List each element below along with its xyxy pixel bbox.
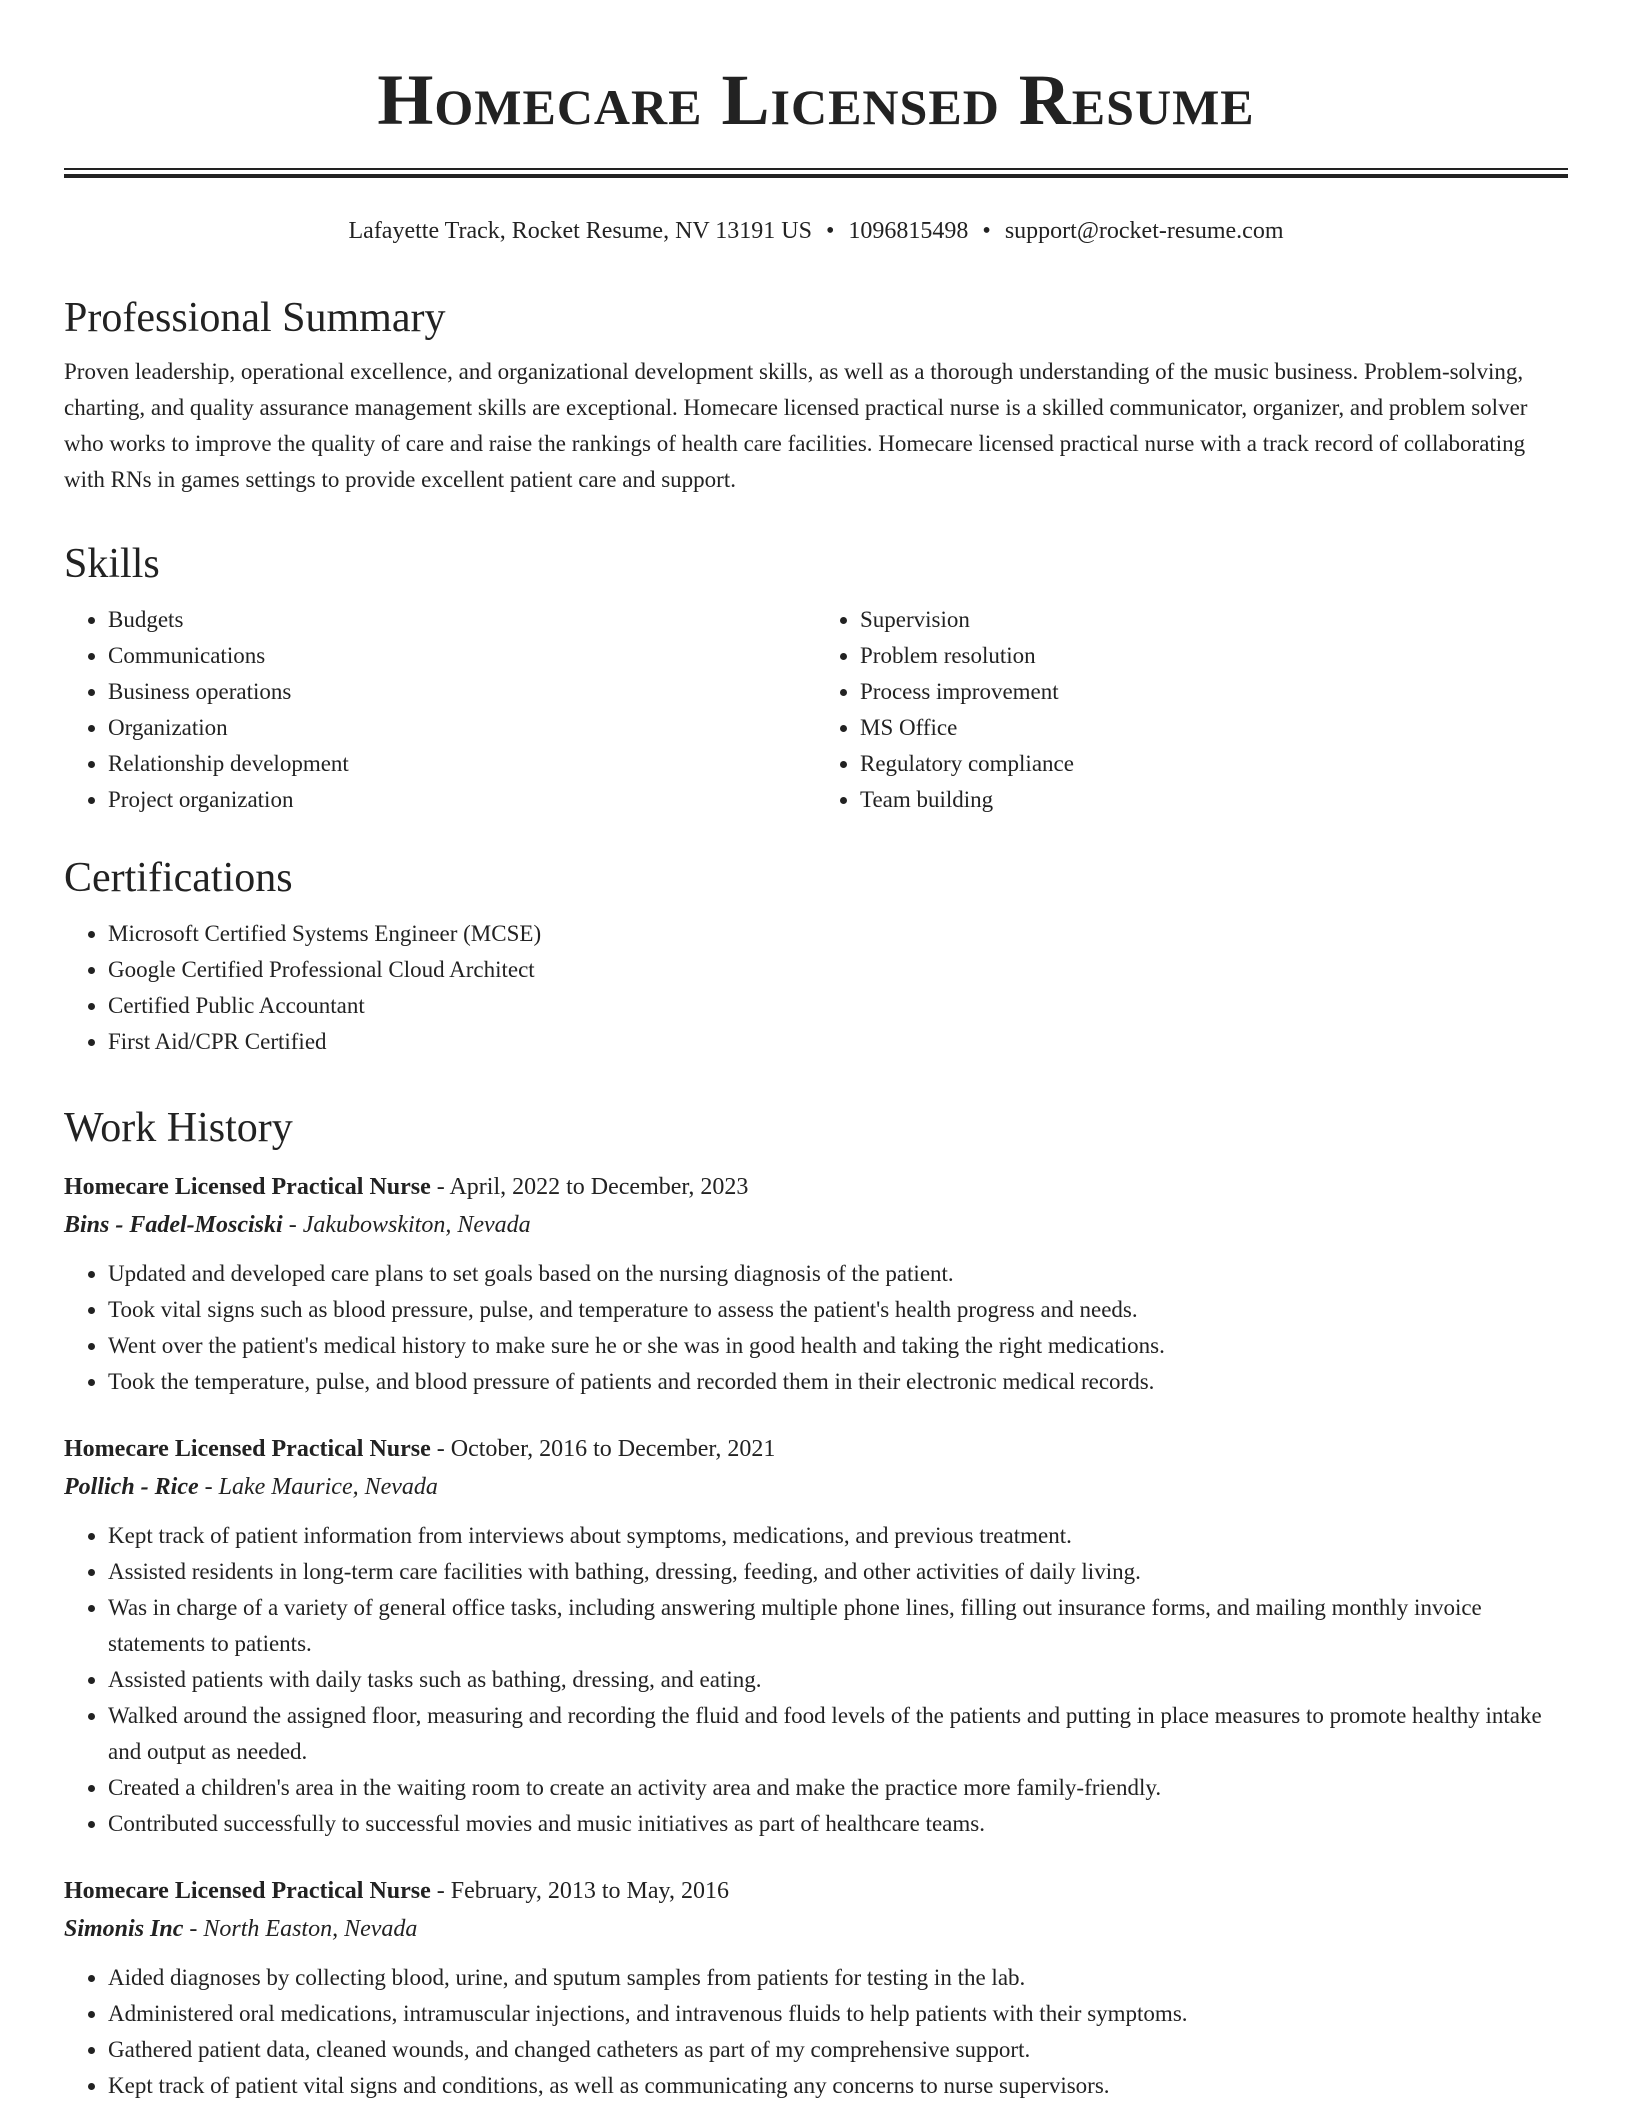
certification-item: • Certified Public Accountant	[108, 988, 1568, 1024]
job-bullet: • Walked around the assigned floor, measuring and recording the fluid and food levels of the patients and putting in place measures to promote healthy intake and output as needed.	[108, 1698, 1568, 1770]
job-bullet: • Kept track of patient vital signs and conditions, as well as communicating any concerns to nurse supervisors.	[108, 2068, 1568, 2104]
job-bullet: • Gathered patient data, cleaned wounds, and changed catheters as part of my comprehensive support.	[108, 2032, 1568, 2068]
certifications-heading: Certifications	[64, 855, 293, 901]
job-title-line: Homecare Licensed Practical Nurse - February, 2013 to May, 2016	[64, 1878, 729, 1904]
job-bullet: • Kept track of patient information from interviews about symptoms, medications, and previous treatment.	[108, 1518, 1568, 1554]
job-company: Pollich - Rice	[64, 1474, 199, 1500]
skill-item: • Budgets	[108, 602, 816, 638]
certifications-list	[64, 916, 1568, 1060]
certification-item: • Microsoft Certified Systems Engineer (MCSE)	[108, 916, 1568, 952]
skill-item: • Business operations	[108, 674, 816, 710]
summary-heading: Professional Summary	[64, 295, 446, 341]
work-history-heading: Work History	[64, 1105, 293, 1151]
job-bullet: • Took the temperature, pulse, and blood pressure of patients and recorded them in their electronic medical records.	[108, 1364, 1568, 1400]
job-bullet: • Created a children's area in the waiting room to create an activity area and make the practice more family-friendly.	[108, 1770, 1568, 1806]
job-bullets	[64, 1960, 1568, 2104]
job-title: Homecare Licensed Practical Nurse	[64, 1878, 431, 1904]
job-title: Homecare Licensed Practical Nurse	[64, 1174, 431, 1200]
job-location: Jakubowskiton, Nevada	[302, 1212, 531, 1238]
skills-columns	[64, 602, 1568, 818]
job-bullet: • Was in charge of a variety of general office tasks, including answering multiple phone lines, filling out insurance forms, and mailing monthly invoice statements to patients.	[108, 1590, 1568, 1662]
contact-line	[64, 214, 1568, 248]
skill-item: • Supervision	[860, 602, 1568, 638]
summary-section	[64, 292, 1568, 498]
skill-item: • Organization	[108, 710, 816, 746]
job-company-line: Pollich - Rice - Lake Maurice, Nevada	[64, 1474, 438, 1500]
job-bullet: • Contributed successfully to successful movies and music initiatives as part of healthcare teams.	[108, 1806, 1568, 1842]
skills-section	[64, 538, 1568, 818]
resume-title: Homecare Licensed Resume	[377, 60, 1255, 140]
job-company: Bins - Fadel-Mosciski	[64, 1212, 283, 1238]
job-entry	[64, 1430, 1568, 1842]
contact-separator: •	[982, 218, 991, 244]
certification-item: • Google Certified Professional Cloud Architect	[108, 952, 1568, 988]
job-title-line: Homecare Licensed Practical Nurse - October, 2016 to December, 2021	[64, 1436, 776, 1462]
contact-separator: •	[826, 218, 835, 244]
skills-list-right	[816, 602, 1568, 818]
job-bullet: • Went over the patient's medical history to make sure he or she was in good health and taking the right medications.	[108, 1328, 1568, 1364]
certification-item: • First Aid/CPR Certified	[108, 1024, 1568, 1060]
work-history-section	[64, 1102, 1568, 2104]
skill-item: • Project organization	[108, 782, 816, 818]
job-dates: April, 2022 to December, 2023	[449, 1174, 749, 1200]
skill-item: • Team building	[860, 782, 1568, 818]
job-title: Homecare Licensed Practical Nurse	[64, 1436, 431, 1462]
job-bullet: • Took vital signs such as blood pressure, pulse, and temperature to assess the patient's health progress and needs.	[108, 1292, 1568, 1328]
job-bullet: • Assisted residents in long-term care facilities with bathing, dressing, feeding, and other activities of daily living.	[108, 1554, 1568, 1590]
contact-email: support@rocket-resume.com	[1004, 218, 1284, 244]
job-entry	[64, 1872, 1568, 2104]
summary-text: Proven leadership, operational excellence, and organizational development skills, as well as a thorough understanding of the music business. Problem-solving, charting, and quality assurance management skills are exceptional. Homecare licensed practical nurse is a skilled communicator, organizer, and problem solver who works to improve the quality of care and raise the rankings of health care facilities. Homecare licensed practical nurse with a track record of collaborating with RNs in games settings to provide excellent patient care and support.	[64, 359, 1528, 492]
job-bullet: • Aided diagnoses by collecting blood, urine, and sputum samples from patients for testing in the lab.	[108, 1960, 1568, 1996]
skill-item: • Process improvement	[860, 674, 1568, 710]
job-bullet: • Administered oral medications, intramuscular injections, and intravenous fluids to help patients with their symptoms.	[108, 1996, 1568, 2032]
job-bullets	[64, 1256, 1568, 1400]
contact-address: Lafayette Track, Rocket Resume, NV 13191 US	[348, 218, 812, 244]
job-bullets	[64, 1518, 1568, 1842]
job-dates: October, 2016 to December, 2021	[450, 1436, 776, 1462]
job-location: North Easton, Nevada	[203, 1916, 418, 1942]
skill-item: • MS Office	[860, 710, 1568, 746]
job-location: Lake Maurice, Nevada	[218, 1474, 438, 1500]
job-bullet: • Assisted patients with daily tasks such as bathing, dressing, and eating.	[108, 1662, 1568, 1698]
certifications-section	[64, 852, 1568, 1060]
title-divider	[64, 168, 1568, 178]
job-bullet: • Updated and developed care plans to set goals based on the nursing diagnosis of the patient.	[108, 1256, 1568, 1292]
skill-item: • Regulatory compliance	[860, 746, 1568, 782]
job-title-line: Homecare Licensed Practical Nurse - April, 2022 to December, 2023	[64, 1174, 749, 1200]
skill-item: • Communications	[108, 638, 816, 674]
job-entry	[64, 1168, 1568, 1400]
skills-list-left	[64, 602, 816, 818]
job-dates: February, 2013 to May, 2016	[450, 1878, 729, 1904]
job-company-line: Simonis Inc - North Easton, Nevada	[64, 1916, 418, 1942]
skill-item: • Relationship development	[108, 746, 816, 782]
job-company-line: Bins - Fadel-Mosciski - Jakubowskiton, Nevada	[64, 1212, 531, 1238]
contact-phone: 1096815498	[848, 218, 969, 244]
job-company: Simonis Inc	[64, 1916, 184, 1942]
skill-item: • Problem resolution	[860, 638, 1568, 674]
skills-heading: Skills	[64, 541, 160, 587]
